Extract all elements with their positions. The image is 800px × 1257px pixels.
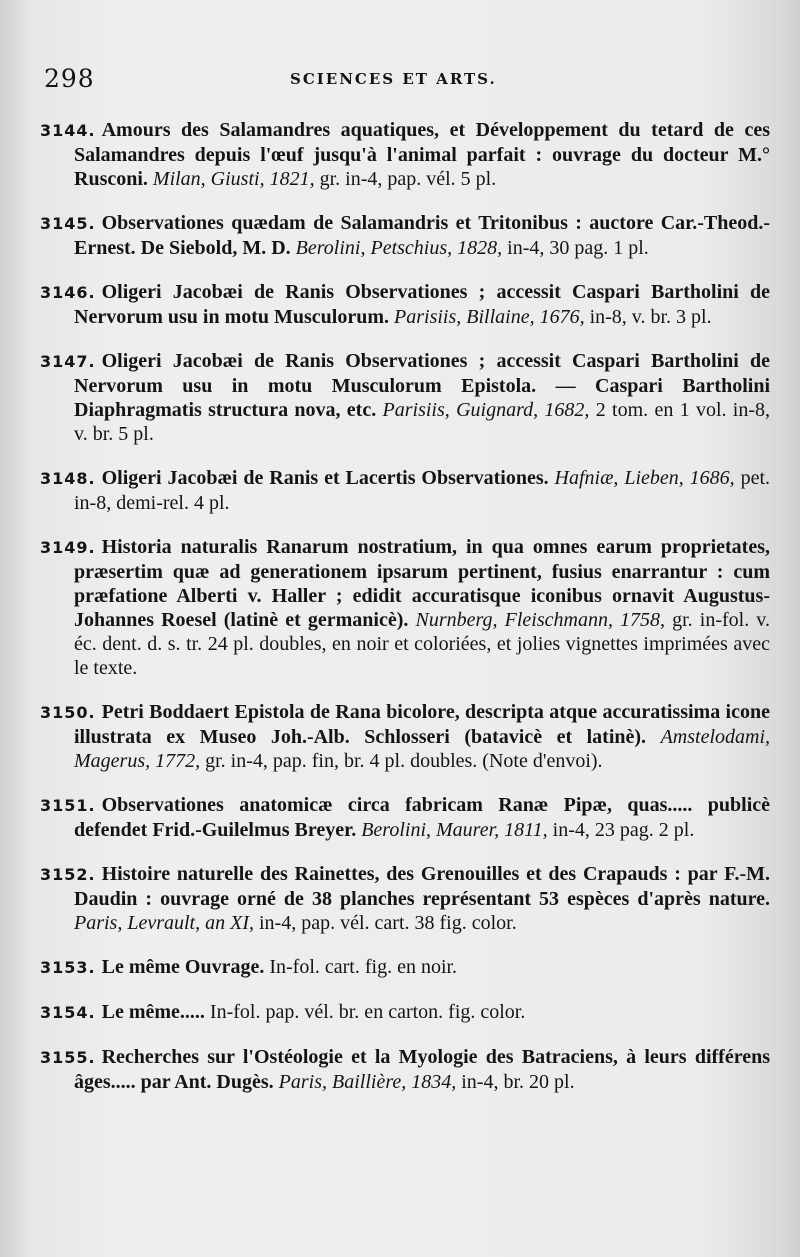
entry-imprint: Milan, Giusti, 1821, [152, 168, 315, 190]
entry-details: gr. in-4, pap. fin, br. 4 pl. doubles. (Note d'envoi). [205, 750, 603, 772]
entry-number: 3155. [40, 1048, 96, 1067]
entry-number: 3151. [40, 796, 96, 815]
catalogue-entry [40, 349, 770, 446]
entry-imprint: Paris, Levrault, an XI, [74, 912, 254, 934]
catalogue-entry [40, 1045, 770, 1094]
entry-number: 3145. [40, 214, 96, 233]
running-title: SCIENCES ET ARTS. [290, 70, 497, 88]
entry-number: 3154. [40, 1003, 96, 1022]
catalogue-entry [40, 955, 770, 980]
entry-number: 3144. [40, 121, 96, 140]
entry-details: In-fol. cart. fig. en noir. [269, 956, 458, 978]
entry-details: in-4, 30 pag. 1 pl. [507, 237, 649, 259]
entry-imprint: Parisiis, Guignard, 1682, [382, 399, 590, 421]
entry-details: gr. in-fol. v. éc. dent. d. s. tr. 24 pl. doubles, en noir et coloriées, et jolies vignettes imprimées avec le texte. [74, 609, 770, 679]
entry-details: In-fol. pap. vél. br. en carton. fig. color. [209, 1001, 526, 1023]
entry-title: Historia naturalis Ranarum nostratium, in qua omnes earum proprietates, præsertim quæ ad generationem ipsarum pertinent, fusius enarrantur : cum præfatione Alberti v. Haller ; edidit accuratisque iconibus ornavit Augustus-Johannes Roesel (latinè et germanicè). [74, 536, 770, 631]
entry-number: 3147. [40, 352, 96, 371]
entry-title: Observationes anatomicæ circa fabricam Ranæ Pipæ, quas..... publicè defendet Frid.-Guilelmus Breyer. [74, 794, 770, 841]
catalogue-entry [40, 700, 770, 773]
entry-title: Oligeri Jacobæi de Ranis Observationes ; accessit Caspari Bartholini de Nervorum usu in motu Musculorum. [74, 281, 770, 328]
entry-number: 3146. [40, 283, 96, 302]
entry-number: 3150. [40, 703, 96, 722]
catalogue-entry [40, 793, 770, 842]
catalogue-entry [40, 862, 770, 935]
entry-details: in-4, pap. vél. cart. 38 fig. color. [259, 912, 517, 934]
entry-details: in-4, br. 20 pl. [461, 1071, 575, 1093]
catalogue-entries [40, 98, 770, 1101]
entry-title: Histoire naturelle des Rainettes, des Grenouilles et des Crapauds : par F.-M. Daudin : ouvrage orné de 38 planches représentant 53 espèces d'après nature. [74, 863, 770, 910]
entry-imprint: Parisiis, Billaine, 1676, [394, 306, 585, 328]
page-header [44, 64, 744, 96]
entry-imprint: Berolini, Maurer, 1811, [361, 819, 548, 841]
entry-title: Recherches sur l'Ostéologie et la Myologie des Batraciens, à leurs différens âges..... par Ant. Dugès. [74, 1046, 770, 1093]
entry-imprint: Amstelodami, Magerus, 1772, [74, 726, 771, 772]
entry-details: gr. in-4, pap. vél. 5 pl. [319, 168, 497, 190]
entry-number: 3148. [40, 469, 96, 488]
entry-title: Observationes quædam de Salamandris et Tritonibus : auctore Car.-Theod.-Ernest. De Siebold, M. D. [74, 212, 770, 259]
entry-imprint: Paris, Baillière, 1834, [278, 1071, 457, 1093]
catalogue-entry [40, 280, 770, 329]
entry-number: 3152. [40, 865, 96, 884]
catalogue-entry [40, 1000, 770, 1025]
entry-title: Le même..... [101, 1001, 205, 1023]
entry-imprint: Berolini, Petschius, 1828, [295, 237, 503, 259]
catalogue-entry [40, 535, 770, 680]
entry-details: 2 tom. en 1 vol. in-8, v. br. 5 pl. [74, 399, 771, 445]
catalogue-entry [40, 118, 770, 191]
entry-title: Oligeri Jacobæi de Ranis Observationes ; accessit Caspari Bartholini de Nervorum usu in motu Musculorum Epistola. — Caspari Bartholini Diaphragmatis structura nova, etc. [74, 350, 770, 421]
entry-imprint: Nurnberg, Fleischmann, 1758, [415, 609, 666, 631]
entry-title: Petri Boddaert Epistola de Rana bicolore, descripta atque accuratissima icone illustrata ex Museo Joh.-Alb. Schlosseri (batavicè et latinè). [74, 701, 770, 748]
entry-imprint: Hafniæ, Lieben, 1686, [554, 467, 735, 489]
entry-details: pet. in-8, demi-rel. 4 pl. [74, 467, 771, 514]
entry-title: Amours des Salamandres aquatiques, et Développement du tetard de ces Salamandres depuis l'œuf jusqu'à l'animal parfait : ouvrage du docteur M.° Rusconi. [74, 119, 770, 190]
entry-details: in-8, v. br. 3 pl. [589, 306, 712, 328]
entry-details: in-4, 23 pag. 2 pl. [552, 819, 695, 841]
catalogue-entry [40, 466, 770, 515]
page-number: 298 [44, 64, 95, 93]
entry-number: 3149. [40, 538, 96, 557]
entry-title: Le même Ouvrage. [101, 956, 265, 978]
entry-title: Oligeri Jacobæi de Ranis et Lacertis Observationes. [101, 467, 549, 489]
entry-number: 3153. [40, 958, 96, 977]
catalogue-entry [40, 211, 770, 260]
